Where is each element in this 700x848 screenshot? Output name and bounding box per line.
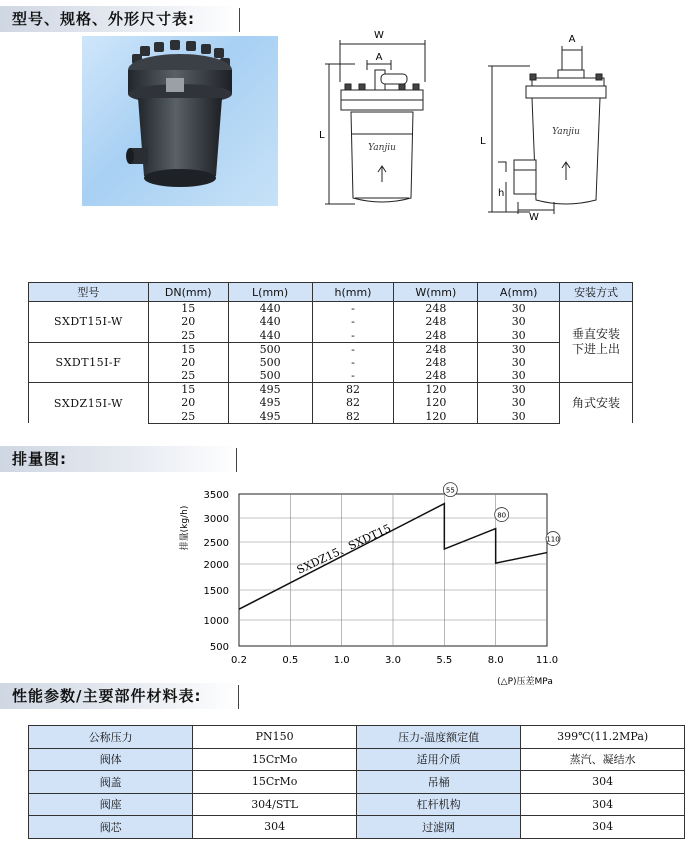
table-row [29,748,685,771]
cell: - [312,315,394,329]
model-cell: SXDZ15I-W [29,383,149,424]
x-tick-label: 3.0 [385,655,401,666]
cell: 25 [148,410,228,424]
param-value: 304 [521,793,685,816]
annotation-label: 80 [497,511,507,520]
table-row [29,342,633,356]
front-view-drawing [315,22,445,222]
param-value: 蒸汽、凝结水 [521,748,685,771]
cell: 15 [148,383,228,397]
y-tick-label: 2000 [203,560,229,571]
cell: 15 [148,342,228,356]
x-tick-label: 5.5 [436,655,453,666]
product-photo [82,36,278,206]
chart-svg [175,480,595,690]
section-header-performance [0,683,240,709]
discharge-chart [175,480,595,690]
section-header-discharge [0,446,240,472]
param-label: 压力-温度额定值 [356,726,520,749]
cell: 440 [228,302,312,316]
table-row [29,816,685,839]
param-label: 过滤网 [356,816,520,839]
param-label: 杠杆机构 [356,793,520,816]
cell: 25 [148,329,228,343]
cell: - [312,369,394,383]
param-value: 304 [521,771,685,794]
cell: - [312,342,394,356]
y-tick-label: 1000 [203,616,229,627]
section-header-model-spec [0,6,240,32]
cell: 500 [228,342,312,356]
cell: 30 [478,396,560,410]
table-row [29,383,633,397]
dimension-table [28,282,633,424]
cell: 20 [148,396,228,410]
mount-cell-vertical [560,302,633,383]
y-axis-label: 排量(kg/h) [180,505,190,551]
mount-cell-angle: 角式安装 [560,383,633,424]
dim-label-w: W [374,30,384,41]
steam-trap-illustration [82,36,278,206]
cell: 248 [394,356,478,370]
cell: 500 [228,369,312,383]
dim-label-a: A [375,52,383,63]
cell: 30 [478,302,560,316]
section-title: 型号、规格、外形尺寸表: [12,10,195,28]
col-header-l: L(mm) [228,283,312,302]
cell: 30 [478,329,560,343]
col-header-h: h(mm) [312,283,394,302]
cell: 20 [148,315,228,329]
divider [238,685,239,709]
col-header-model: 型号 [29,283,149,302]
col-header-a: A(mm) [478,283,560,302]
param-value: 304 [193,816,357,839]
cell: 248 [394,315,478,329]
dim-label-l: L [319,130,325,141]
cell: 30 [478,410,560,424]
mount-text: 下进上出 [572,342,621,356]
cell: 30 [478,383,560,397]
cell: 440 [228,315,312,329]
cell: 248 [394,369,478,383]
y-tick-label: 1500 [203,586,229,597]
cell: 248 [394,342,478,356]
param-value: PN150 [193,726,357,749]
cell: 30 [478,315,560,329]
emblem-text: Yanjiu [552,127,580,137]
y-tick-label: 3000 [203,514,229,525]
table-row [29,771,685,794]
x-tick-label: 11.0 [535,655,559,666]
mount-text: 垂直安装 [572,327,621,341]
cell: 440 [228,329,312,343]
param-label: 吊桶 [356,771,520,794]
cell: 30 [478,342,560,356]
param-value: 304 [521,816,685,839]
cell: - [312,302,394,316]
param-label: 阀体 [29,748,193,771]
annotation-label: 55 [445,486,455,495]
divider [239,8,240,32]
dim-label-w: W [529,212,539,222]
cell: 500 [228,356,312,370]
col-header-dn: DN(mm) [148,283,228,302]
dim-label-l: L [480,136,486,147]
param-label: 阀芯 [29,816,193,839]
cell: 30 [478,369,560,383]
x-axis-label: (△P)压差MPa [497,677,553,687]
series-label: SXDZ15、SXDT15 [294,521,394,577]
cell: 15 [148,302,228,316]
section-title: 性能参数/主要部件材料表: [12,687,202,705]
x-tick-label: 1.0 [333,655,350,666]
model-cell: SXDT15I-F [29,342,149,383]
divider [236,448,237,472]
cell: 120 [394,410,478,424]
param-label: 公称压力 [29,726,193,749]
param-value: 399℃(11.2MPa) [521,726,685,749]
cell: 25 [148,369,228,383]
side-view-drawing [470,22,620,222]
cell: 495 [228,396,312,410]
cell: 82 [312,410,394,424]
col-header-mount: 安装方式 [560,283,633,302]
table-row [29,302,633,316]
y-tick-label: 500 [209,642,229,653]
cell: 120 [394,396,478,410]
x-tick-label: 0.2 [231,655,247,666]
table-header-row [29,283,633,302]
cell: 20 [148,356,228,370]
param-value: 304/STL [193,793,357,816]
performance-material-table [28,725,685,839]
emblem-text: Yanjiu [368,143,396,153]
param-value: 15CrMo [193,771,357,794]
cell: - [312,356,394,370]
cell: 82 [312,396,394,410]
model-cell: SXDT15I-W [29,302,149,343]
dim-label-h: h [498,188,505,199]
cell: 30 [478,356,560,370]
cell: 248 [394,329,478,343]
dim-label-a: A [568,34,576,45]
param-label: 阀盖 [29,771,193,794]
cell: 82 [312,383,394,397]
y-tick-label: 2500 [203,538,229,549]
y-tick-label: 3500 [203,490,229,501]
cell: 120 [394,383,478,397]
param-label: 阀座 [29,793,193,816]
x-tick-label: 8.0 [487,655,504,666]
cell: - [312,329,394,343]
param-value: 15CrMo [193,748,357,771]
annotation-label: 110 [546,535,560,544]
param-label: 适用介质 [356,748,520,771]
table-row [29,726,685,749]
col-header-w: W(mm) [394,283,478,302]
x-tick-label: 0.5 [282,655,299,666]
cell: 495 [228,410,312,424]
section-title: 排量图: [12,450,67,468]
table-row [29,793,685,816]
cell: 495 [228,383,312,397]
cell: 248 [394,302,478,316]
